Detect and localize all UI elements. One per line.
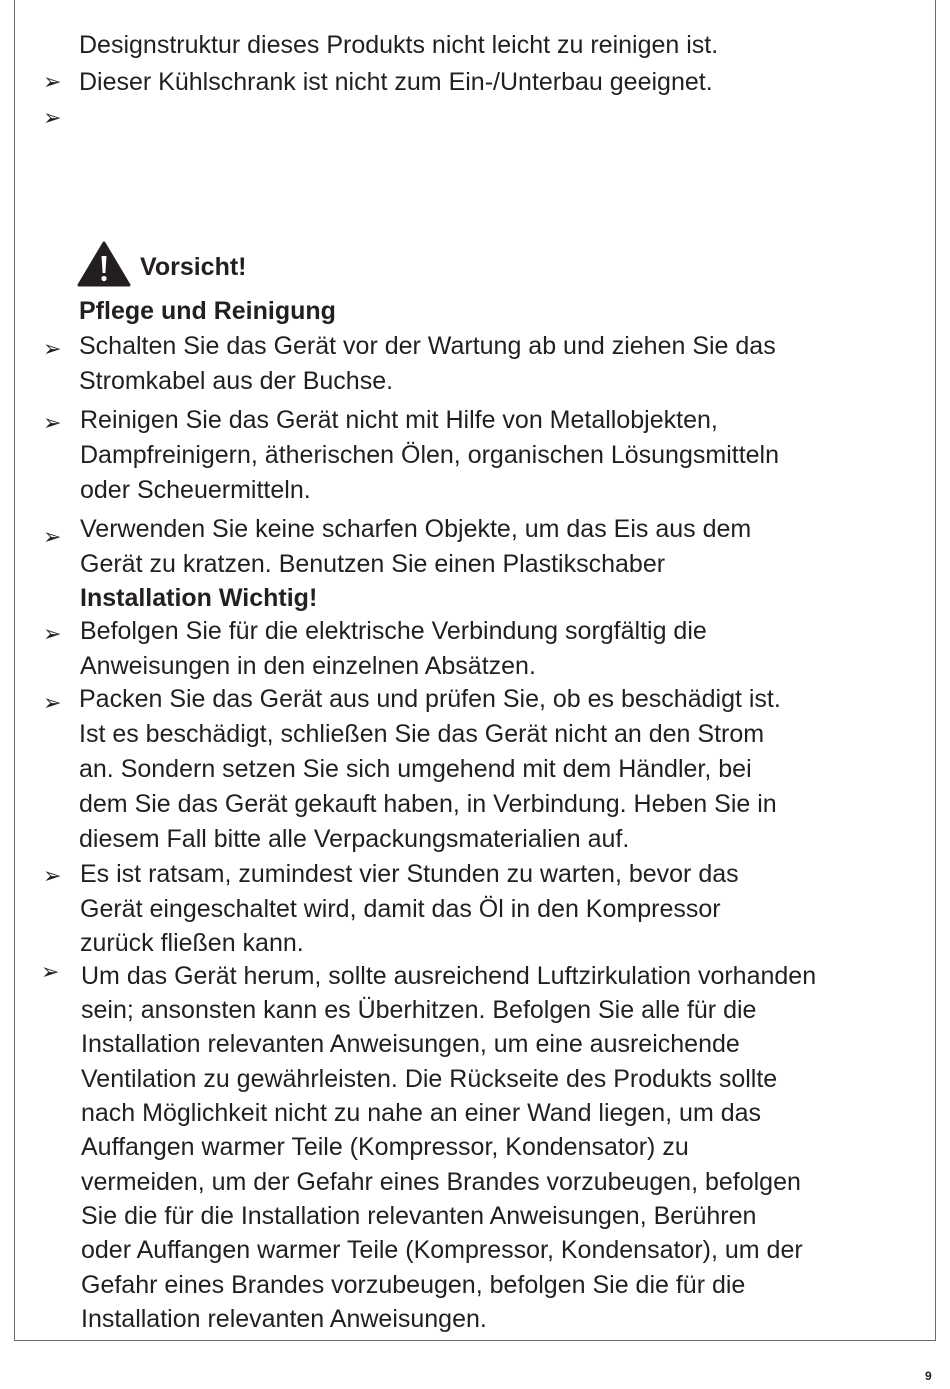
care-item-1-line-1: Dampfreinigern, ätherischen Ölen, organischen Lösungsmitteln: [80, 441, 779, 469]
care-item-1-line-0: Reinigen Sie das Gerät nicht mit Hilfe von Metallobjekten,: [80, 406, 718, 434]
care-item-0-line-0: Schalten Sie das Gerät vor der Wartung ab und ziehen Sie das: [79, 332, 776, 360]
bullet-icon: ➢: [43, 336, 62, 361]
page-number: 9: [925, 1369, 932, 1383]
install-item-3-line-8: oder Auffangen warmer Teile (Kompressor, Kondensator), um der: [81, 1236, 803, 1264]
warning-triangle-icon: [77, 240, 131, 288]
bullet-icon: ➢: [43, 524, 62, 549]
care-item-2-line-0: Verwenden Sie keine scharfen Objekte, um das Eis aus dem: [80, 515, 752, 543]
care-heading: Pflege und Reinigung: [79, 297, 336, 325]
install-item-2-line-1: Gerät eingeschaltet wird, damit das Öl in den Kompressor: [80, 895, 721, 923]
bullet-icon: ➢: [43, 863, 62, 888]
install-item-2-line-2: zurück fließen kann.: [80, 929, 304, 957]
bullet-icon: ➢: [43, 690, 62, 715]
install-item-3-line-4: nach Möglichkeit nicht zu nahe an einer Wand liegen, um das: [81, 1099, 762, 1127]
install-item-3-line-6: vermeiden, um der Gefahr eines Brandes vorzubeugen, befolgen: [81, 1168, 801, 1196]
install-item-0-line-0: Befolgen Sie für die elektrische Verbindung sorgfältig die: [80, 617, 707, 645]
care-item-1-line-2: oder Scheuermitteln.: [80, 476, 311, 504]
intro-line-0: Designstruktur dieses Produkts nicht leicht zu reinigen ist.: [79, 31, 719, 59]
install-item-1-line-4: diesem Fall bitte alle Verpackungsmaterialien auf.: [79, 825, 630, 853]
care-item-0-line-1: Stromkabel aus der Buchse.: [79, 367, 394, 395]
install-item-1-line-0: Packen Sie das Gerät aus und prüfen Sie, ob es beschädigt ist.: [79, 685, 781, 713]
install-item-3-line-2: Installation relevanten Anweisungen, um eine ausreichende: [81, 1030, 740, 1058]
care-item-2-line-1: Gerät zu kratzen. Benutzen Sie einen Plastikschaber: [80, 550, 666, 578]
install-item-1-line-2: an. Sondern setzen Sie sich umgehend mit dem Händler, bei: [79, 755, 752, 783]
bullet-icon: ➢: [43, 410, 62, 435]
bullet-icon: ➢: [43, 69, 62, 94]
install-heading: Installation Wichtig!: [80, 584, 318, 612]
install-item-3-line-7: Sie die für die Installation relevanten Anweisungen, Berühren: [81, 1202, 757, 1230]
install-item-3-line-3: Ventilation zu gewährleisten. Die Rückseite des Produkts sollte: [81, 1065, 778, 1093]
install-item-0-line-1: Anweisungen in den einzelnen Absätzen.: [80, 652, 536, 680]
install-item-2-line-0: Es ist ratsam, zumindest vier Stunden zu warten, bevor das: [80, 860, 739, 888]
bullet-icon: ➢: [41, 959, 60, 984]
bullet-icon: ➢: [43, 621, 62, 646]
install-item-3-line-9: Gefahr eines Brandes vorzubeugen, befolgen Sie die für die: [81, 1271, 746, 1299]
install-item-3-line-0: Um das Gerät herum, sollte ausreichend Luftzirkulation vorhanden: [81, 962, 817, 990]
bullet-icon: ➢: [43, 105, 62, 130]
install-item-3-line-5: Auffangen warmer Teile (Kompressor, Kondensator) zu: [81, 1133, 689, 1161]
install-item-3-line-1: sein; ansonsten kann es Überhitzen. Befolgen Sie alle für die: [81, 996, 757, 1024]
intro-line-1: Dieser Kühlschrank ist nicht zum Ein-/Unterbau geeignet.: [79, 68, 713, 96]
caution-title: Vorsicht!: [140, 253, 247, 281]
install-item-1-line-3: dem Sie das Gerät gekauft haben, in Verbindung. Heben Sie in: [79, 790, 777, 818]
install-item-3-line-10: Installation relevanten Anweisungen.: [81, 1305, 487, 1333]
install-item-1-line-1: Ist es beschädigt, schließen Sie das Gerät nicht an den Strom: [79, 720, 765, 748]
